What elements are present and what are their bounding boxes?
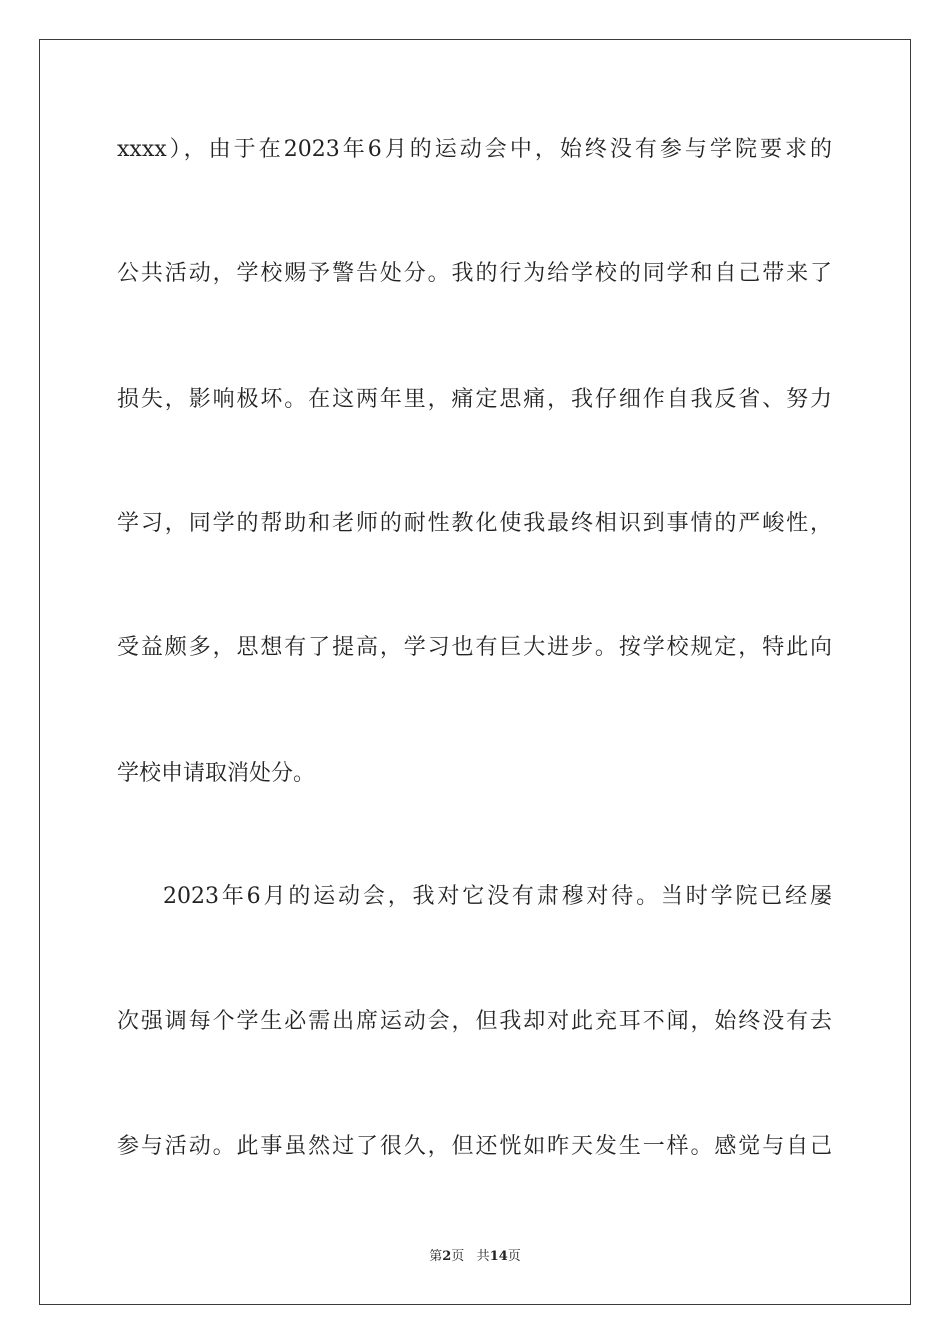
total-suffix: 页 bbox=[507, 1249, 521, 1264]
paragraph-line-8: 次强调每个学生必需出席运动会，但我却对此充耳不闻，始终没有去 bbox=[117, 1009, 832, 1034]
paragraph-line-7: 2023年6月的运动会，我对它没有肃穆对待。当时学院已经屡 bbox=[163, 884, 832, 909]
paragraph-line-5: 受益颇多，思想有了提高，学习也有巨大进步。按学校规定，特此向 bbox=[117, 635, 832, 660]
page-footer bbox=[0, 1248, 950, 1266]
paragraph-line-3: 损失，影响极坏。在这两年里，痛定思痛，我仔细作自我反省、努力 bbox=[117, 387, 832, 412]
page-border bbox=[39, 39, 911, 1305]
page-current: 2 bbox=[442, 1249, 452, 1264]
page-total: 14 bbox=[489, 1249, 508, 1264]
total-prefix: 共 bbox=[476, 1249, 490, 1264]
paragraph-line-1: xxxx），由于在2023年6月的运动会中，始终没有参与学院要求的 bbox=[117, 137, 832, 162]
paragraph-line-6: 学校申请取消处分。 bbox=[117, 761, 316, 786]
paragraph-line-9: 参与活动。此事虽然过了很久，但还恍如昨天发生一样。感觉与自己 bbox=[117, 1134, 832, 1159]
paragraph-line-2: 公共活动，学校赐予警告处分。我的行为给学校的同学和自己带来了 bbox=[117, 261, 832, 286]
paragraph-line-4: 学习，同学的帮助和老师的耐性教化使我最终相识到事情的严峻性， bbox=[117, 511, 832, 536]
page-suffix: 页 bbox=[451, 1249, 465, 1264]
page-prefix: 第 bbox=[429, 1249, 443, 1264]
